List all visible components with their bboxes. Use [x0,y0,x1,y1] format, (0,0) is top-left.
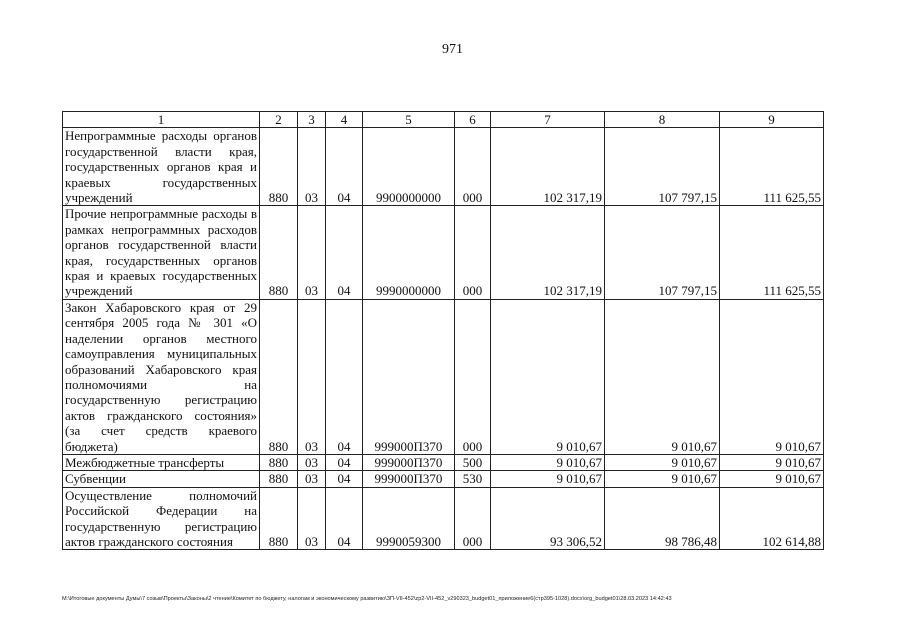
target-article-code: 999000П370 [363,299,455,454]
expense-type-code: 530 [455,471,491,487]
target-article-code: 9990000000 [363,206,455,299]
column-header: 6 [455,112,491,128]
table-row [63,487,824,550]
section-code: 03 [298,299,326,454]
section-code: 03 [298,487,326,550]
section-code: 03 [298,471,326,487]
table-row [63,454,824,470]
table-row [63,299,824,454]
expense-type-code: 000 [455,299,491,454]
page-number: 971 [442,42,463,57]
amount-col7: 9 010,67 [491,299,605,454]
section-code: 03 [298,454,326,470]
column-header: 8 [605,112,720,128]
table-row [63,206,824,299]
expense-type-code: 000 [455,128,491,206]
amount-col9: 9 010,67 [720,299,824,454]
column-header: 2 [260,112,298,128]
target-article-code: 9900000000 [363,128,455,206]
column-header: 7 [491,112,605,128]
ministry-code: 880 [260,299,298,454]
expense-type-code: 500 [455,454,491,470]
amount-col7: 9 010,67 [491,454,605,470]
table-row [63,128,824,206]
subsection-code: 04 [326,299,363,454]
column-header: 4 [326,112,363,128]
amount-col8: 98 786,48 [605,487,720,550]
amount-col7: 93 306,52 [491,487,605,550]
column-header: 5 [363,112,455,128]
ministry-code: 880 [260,128,298,206]
ministry-code: 880 [260,471,298,487]
subsection-code: 04 [326,471,363,487]
expense-type-code: 000 [455,206,491,299]
column-header: 3 [298,112,326,128]
expense-name: Прочие непрограммные расходы в рамках непрограммных расходов органов государственной власти края, государственных органов края и краевых государственных учреждений [63,206,260,299]
expense-name: Субвенции [63,471,260,487]
amount-col8: 9 010,67 [605,299,720,454]
subsection-code: 04 [326,454,363,470]
subsection-code: 04 [326,206,363,299]
amount-col9: 9 010,67 [720,471,824,487]
amount-col8: 9 010,67 [605,471,720,487]
ministry-code: 880 [260,454,298,470]
expense-name: Непрограммные расходы органов государственной власти края, государственных органов края и краевых государственных учреждений [63,128,260,206]
column-header: 1 [63,112,260,128]
ministry-code: 880 [260,206,298,299]
expense-type-code: 000 [455,487,491,550]
document-file-path: M:\Итоговые документы Думы\7 созыв\Проекты\Законы\2 чтение\Комитет по бюджету, налогам и экономическому развитию\ЗП-VII-452\zp2-VII-452_v290323_budget01_приложение6(стр395-1028).docx\org_budget01\28.03.2023 14:42:43 [62,596,672,602]
expense-name: Осуществление полномочий Российской Федерации на государственную регистрацию актов гражданского состояния [63,487,260,550]
budget-table [62,111,824,550]
table-row [63,471,824,487]
target-article-code: 999000П370 [363,454,455,470]
amount-col9: 111 625,55 [720,128,824,206]
target-article-code: 9990059300 [363,487,455,550]
subsection-code: 04 [326,487,363,550]
target-article-code: 999000П370 [363,471,455,487]
amount-col7: 102 317,19 [491,128,605,206]
section-code: 03 [298,128,326,206]
amount-col8: 107 797,15 [605,206,720,299]
subsection-code: 04 [326,128,363,206]
ministry-code: 880 [260,487,298,550]
amount-col7: 102 317,19 [491,206,605,299]
amount-col9: 102 614,88 [720,487,824,550]
section-code: 03 [298,206,326,299]
amount-col7: 9 010,67 [491,471,605,487]
expense-name: Закон Хабаровского края от 29 сентября 2005 года № 301 «О наделении органов местного самоуправления муниципальных образований Хабаровского края полномочиями на государственную регистрацию актов гражданского состояния» (за счет средств краевого бюджета) [63,299,260,454]
amount-col9: 9 010,67 [720,454,824,470]
amount-col8: 107 797,15 [605,128,720,206]
expense-name: Межбюджетные трансферты [63,454,260,470]
column-header: 9 [720,112,824,128]
amount-col9: 111 625,55 [720,206,824,299]
table-header-row [63,112,824,128]
amount-col8: 9 010,67 [605,454,720,470]
